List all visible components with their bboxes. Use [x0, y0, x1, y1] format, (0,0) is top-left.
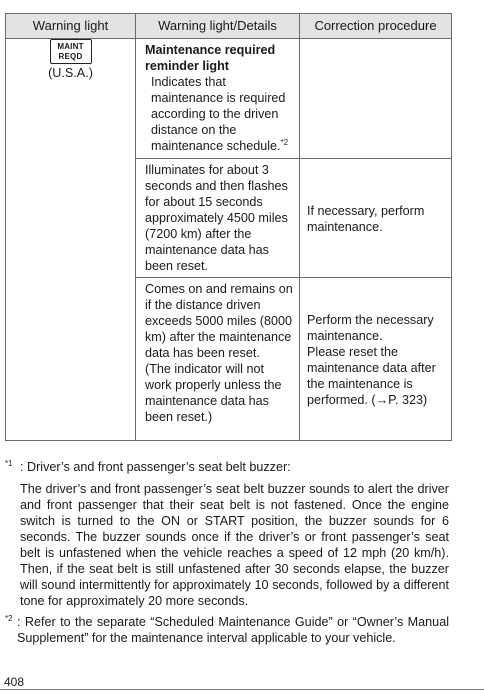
details-cell-on — [136, 278, 300, 441]
maint-icon-line2: REQD — [58, 52, 83, 61]
details-description-text: Indicates that maintenance is required according to the driven distance on the maintenance schedule. — [151, 75, 286, 153]
footnote-1-title: : Driver’s and front passenger’s seat belt buzzer: — [20, 460, 291, 474]
details-cell-intro — [136, 39, 300, 159]
header-warning-light: Warning light — [6, 14, 136, 39]
details-on-text: Comes on and remains on if the distance driven exceeds 5000 miles (8000 km) after the maintenance data has been reset. — [145, 282, 293, 360]
footnote-1-body: The driver’s and front passenger’s seat belt buzzer sounds to alert the driver and front passenger that their seat belt is not fastened. Once the engine switch is turned to the ON or START position, the buzzer sounds for 6 seconds. The buzzer sounds once if the driver’s or front passenger’s seat belt is unfastened when the vehicle reaches a speed of 12 mph (20 km/h). Then, if the seat belt is still unfastened after 30 seconds elapse, the buzzer will sound intermittently for approximately 10 seconds, followed by a different tone for approximately 20 more seconds. — [20, 482, 449, 608]
page-number: 408 — [4, 675, 25, 689]
footnote-1 — [5, 459, 449, 609]
correction-on-text: Perform the necessary maintenance. — [307, 312, 434, 343]
footnote-2-mark — [5, 614, 13, 630]
table-row — [6, 39, 452, 159]
footnote-2 — [5, 614, 449, 646]
table-header-row — [6, 14, 452, 39]
correction-cell-on — [300, 278, 452, 441]
correction-on-more: Please reset the maintenance data after the maintenance is performed. (→P. 323) — [307, 344, 436, 407]
details-title: Maintenance required reminder light — [145, 43, 276, 73]
maint-icon-line1: MAINT — [57, 42, 84, 51]
page-rule — [0, 689, 484, 690]
footnote-1-mark — [5, 459, 13, 475]
correction-cell-empty — [300, 39, 452, 159]
correction-cell-flash: If necessary, perform maintenance. — [300, 159, 452, 278]
maint-reqd-icon — [50, 39, 92, 64]
details-description — [145, 74, 294, 154]
details-on-note: (The indicator will not work properly unless the maintenance data has been reset.) — [145, 362, 282, 424]
header-correction: Correction procedure — [300, 14, 452, 39]
header-details: Warning light/Details — [136, 14, 300, 39]
warning-light-table — [5, 13, 452, 441]
region-label: (U.S.A.) — [48, 66, 93, 80]
warning-light-cell — [6, 39, 136, 441]
footnote-ref-2: *2 — [280, 138, 289, 147]
footnote-2-mark-text: *2 — [5, 614, 13, 623]
footnote-2-body: : Refer to the separate “Scheduled Maintenance Guide” or “Owner’s Manual Supplement” for the maintenance interval applicable to your vehicle. — [17, 615, 449, 645]
details-cell-flash: Illuminates for about 3 seconds and then flashes for about 15 seconds approximately 4500 miles (7200 km) after the maintenance data has been reset. — [136, 159, 300, 278]
footnote-1-mark-text: *1 — [5, 459, 13, 468]
